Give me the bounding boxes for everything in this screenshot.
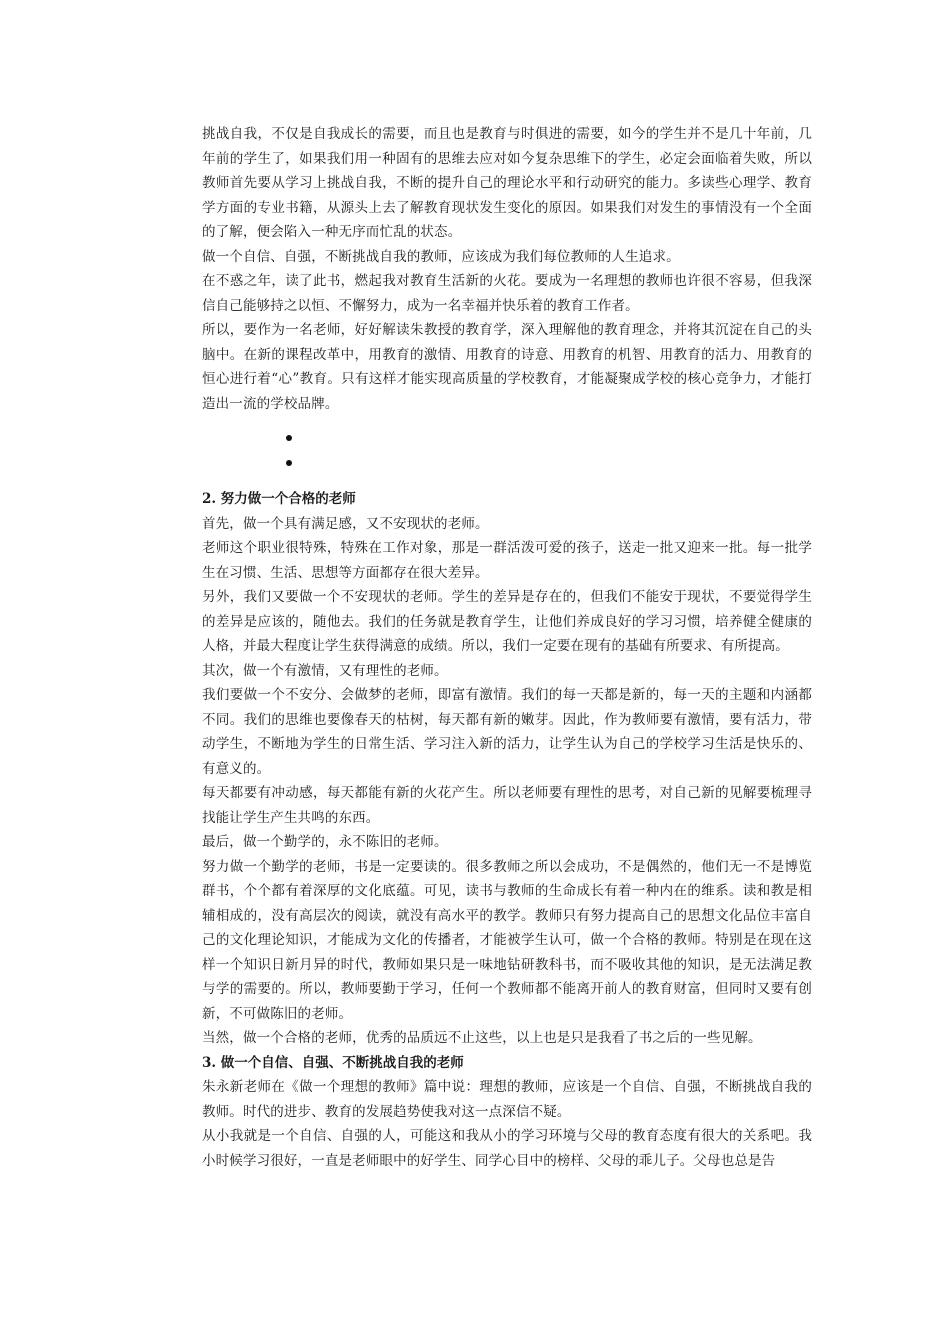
paragraph: 老师这个职业很特殊，特殊在工作对象，那是一群活泼可爱的孩子，送走一批又迎来一批。每一批学生在习惯、生活、思想等方面都存在很大差异。 [202, 540, 812, 581]
document-page [202, 122, 812, 1173]
paragraph: 我们要做一个不安分、会做梦的老师，即富有激情。我们的每一天都是新的，每一天的主题和内涵都不同。我们的思维也要像春天的枯树，每天都有新的嫩芽。因此，作为教师要有激情，要有活力，带动学生，不断地为学生的日常生活、学习注入新的活力，让学生认为自己的学校学习生活是快乐的、有意义的。 [202, 687, 812, 777]
paragraph: 另外，我们又要做一个不安现状的老师。学生的差异是存在的，但我们不能安于现状，不要觉得学生的差异是应该的，随他去。我们的任务就是教育学生，让他们养成良好的学习习惯，培养健全健康的人格，并最大程度让学生获得满意的成绩。所以，我们一定要在现有的基础有所要求、有所提高。 [202, 589, 812, 654]
paragraph: 挑战自我，不仅是自我成长的需要，而且也是教育与时俱进的需要，如今的学生并不是几十年前，几年前的学生了，如果我们用一种固有的思维去应对如今复杂思维下的学生，必定会面临着失败，所以教师首先要从学习上挑战自我，不断的提升自己的理论水平和行动研究的能力。多读些心理学、教育学方面的专业书籍，从源头上去了解教育现状发生变化的原因。如果我们对发生的事情没有一个全面的了解，便会陷入一种无序而忙乱的状态。 [202, 126, 812, 240]
section-1-continued [202, 122, 812, 416]
paragraph: 最后，做一个勤学的，永不陈旧的老师。 [202, 834, 448, 850]
paragraph: 从小我就是一个自信、自强的人，可能这和我从小的学习环境与父母的教育态度有很大的关系吧。我小时候学习很好，一直是老师眼中的好学生、同学心目中的榜样、父母的乖儿子。父母也总是告 [202, 1128, 812, 1169]
paragraph: 朱永新老师在《做一个理想的教师》篇中说：理想的教师，应该是一个自信、自强，不断挑战自我的教师。时代的进步、教育的发展趋势使我对这一点深信不疑。 [202, 1079, 812, 1120]
section-heading: 3. 做一个自信、自强、不断挑战自我的老师 [202, 1054, 464, 1071]
paragraph: 当然，做一个合格的老师，优秀的品质远不止这些，以上也是只是我看了书之后的一些见解。 [202, 1030, 762, 1046]
paragraph: 所以，要作为一名老师，好好解读朱教授的教育学，深入理解他的教育理念，并将其沉淀在自己的头脑中。在新的课程改革中，用教育的激情、用教育的诗意、用教育的机智、用教育的活力、用教育的恒心进行着“心”教育。只有这样才能实现高质量的学校教育，才能凝聚成学校的核心竞争力，才能打造出一流的学校品牌。 [202, 322, 812, 412]
paragraph: 首先，做一个具有满足感，又不安现状的老师。 [202, 515, 489, 532]
bullet-icon [286, 460, 292, 466]
list-item [202, 426, 812, 451]
section-heading: 2. 努力做一个合格的老师 [202, 491, 356, 507]
paragraph: 在不惑之年，读了此书，燃起我对教育生活新的火花。要成为一名理想的教师也许很不容易，但我深信自己能够持之以恒、不懈努力，成为一名幸福并快乐着的教育工作者。 [202, 273, 812, 314]
bullet-icon [286, 435, 292, 441]
list-item [202, 451, 812, 476]
paragraph: 做一个自信、自强，不断挑战自我的教师，应该成为我们每位教师的人生追求。 [202, 248, 680, 265]
paragraph: 其次，做一个有激情，又有理性的老师。 [202, 662, 448, 679]
section-2 [202, 487, 812, 1051]
paragraph: 每天都要有冲动感，每天都能有新的火花产生。所以老师要有理性的思考，对自己新的见解要梳理寻找能让学生产生共鸣的东西。 [202, 785, 812, 826]
empty-bullet-list [202, 426, 812, 475]
section-3 [202, 1051, 812, 1174]
paragraph: 努力做一个勤学的老师，书是一定要读的。很多教师之所以会成功，不是偶然的，他们无一不是博览群书，个个都有着深厚的文化底蕴。可见，读书与教师的生命成长有着一种内在的维系。读和教是相辅相成的，没有高层次的阅读，就没有高水平的教学。教师只有努力提高自己的思想文化品位丰富自己的文化理论知识，才能成为文化的传播者，才能被学生认可，做一个合格的教师。特别是在现在这样一个知识日新月异的时代，教师如果只是一味地钻研教科书，而不吸收其他的知识，是无法满足教与学的需要的。所以，教师要勤于学习，任何一个教师都不能离开前人的教育财富，但同时又要有创新，不可做陈旧的老师。 [202, 858, 812, 1022]
